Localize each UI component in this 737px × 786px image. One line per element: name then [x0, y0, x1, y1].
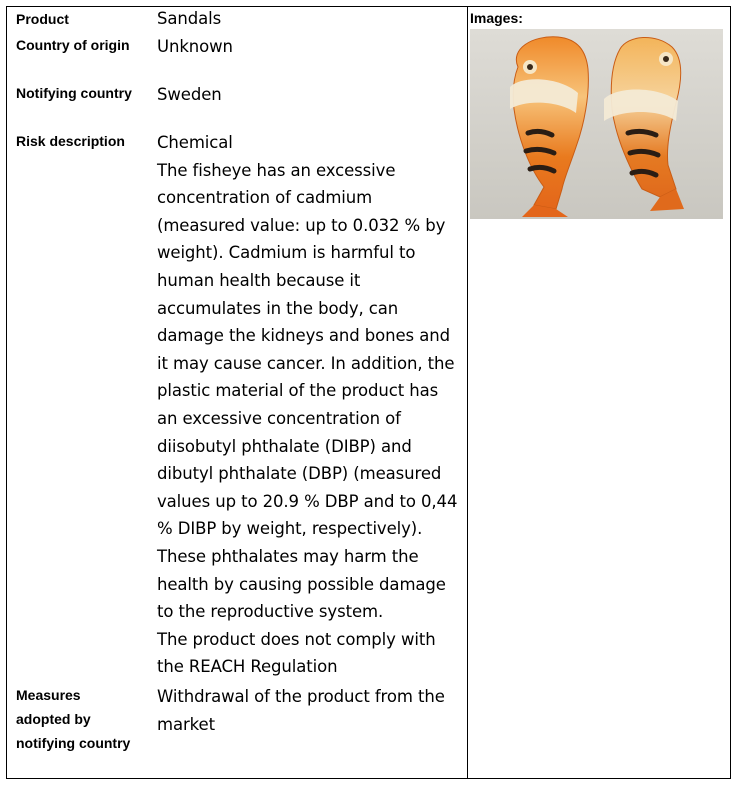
compliance-text: The product does not comply with the REACH Regulation — [157, 629, 436, 677]
country-of-origin-label: Country of origin — [16, 37, 130, 53]
images-label: Images: — [470, 10, 523, 26]
notifying-country-value: Sweden — [157, 85, 222, 104]
fish-sandals-photo — [470, 29, 723, 219]
product-label: Product — [16, 11, 69, 27]
risk-description-value — [157, 129, 462, 681]
measures-value: Withdrawal of the product from the market — [157, 687, 445, 734]
country-of-origin-value: Unknown — [157, 37, 233, 56]
product-info-table — [6, 6, 731, 779]
fish-sandals-illustration — [470, 29, 723, 219]
risk-description-label: Risk description — [16, 133, 125, 149]
risk-text: The fisheye has an excessive concentration of cadmium (measured value: up to 0.032 % by weight). Cadmium is harmful to human health because it accumulates in the body, can damage the kidneys and bones and it may cause cancer. In addition, the plastic material of the product has an excessive concentration of diisobutyl phthalate (DIBP) and dibutyl phthalate (DBP) (measured values up to 20.9 % DBP and to 0,44 % DIBP by weight, respectively). These phthalates may harm the health by causing possible damage to the reproductive system. — [157, 160, 458, 622]
measures-label: Measures adopted by notifying country — [16, 687, 131, 751]
product-value: Sandals — [157, 9, 222, 28]
notifying-country-label: Notifying country — [16, 85, 132, 101]
column-divider — [467, 7, 468, 778]
risk-type: Chemical — [157, 133, 233, 152]
